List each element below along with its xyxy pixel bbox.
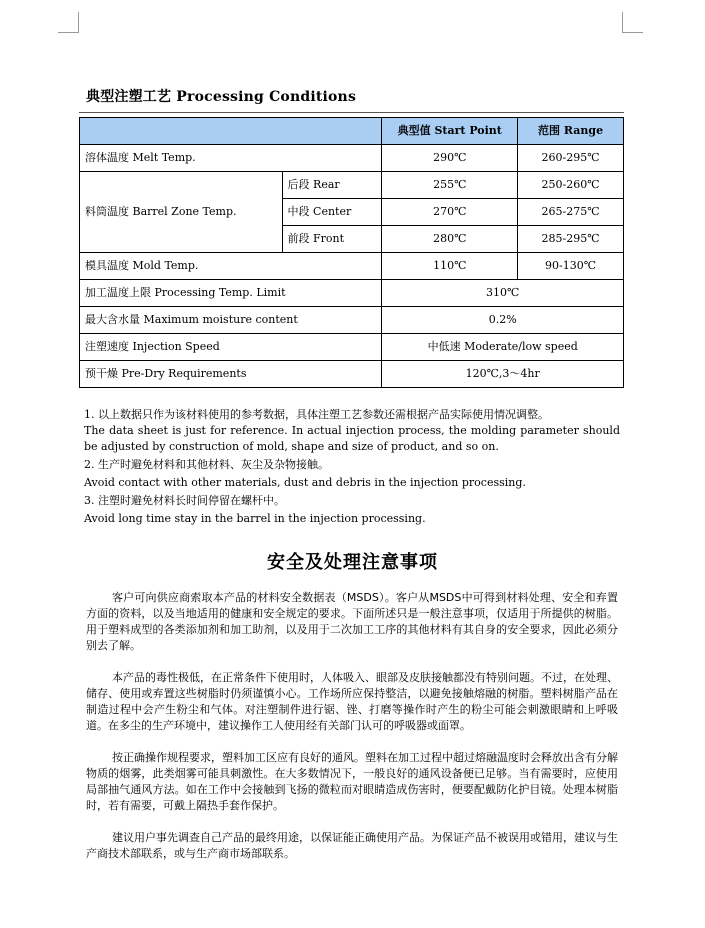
- header-start-point: 典型值 Start Point: [382, 118, 518, 145]
- barrel-rear-range: 250-260℃: [518, 172, 624, 199]
- table-header-row: [80, 118, 624, 145]
- moisture-label: 最大含水量 Maximum moisture content: [80, 307, 382, 334]
- note-1-en: The data sheet is just for reference. In actual injection process, the molding parameter should be adjusted by construction of mold, shape and size of product, and so on.: [84, 424, 620, 453]
- section-title: 典型注塑工艺 Processing Conditions: [86, 89, 357, 105]
- table-row: [80, 172, 624, 199]
- section-rule: [79, 112, 624, 113]
- processing-conditions-table: [79, 117, 624, 388]
- mold-temp-range: 90-130℃: [518, 253, 624, 280]
- predry-label: 预干燥 Pre-Dry Requirements: [80, 361, 382, 388]
- injection-speed-value: 中低速 Moderate/low speed: [382, 334, 624, 361]
- safety-title: 安全及处理注意事项: [267, 552, 438, 573]
- header-range: 范围 Range: [518, 118, 624, 145]
- header-blank-cell: [80, 118, 382, 145]
- predry-value: 120℃,3～4hr: [382, 361, 624, 388]
- barrel-center-label: 中段 Center: [282, 199, 382, 226]
- table-row: [80, 361, 624, 388]
- note-3-cn: 3. 注塑时避免材料长时间停留在螺杆中。: [84, 494, 285, 507]
- crop-mark-top-right: [622, 12, 643, 33]
- temp-limit-value: 310℃: [382, 280, 624, 307]
- table-row: [80, 280, 624, 307]
- barrel-center-start: 270℃: [382, 199, 518, 226]
- barrel-front-range: 285-295℃: [518, 226, 624, 253]
- safety-paragraph-2: 本产品的毒性极低，在正常条件下使用时，人体吸入、眼部及皮肤接触都没有特别问题。不过，在处理、储存、使用或弃置这些树脂时仍须谨慎小心。工作场所应保持整洁，以避免接触熔融的树脂。塑料树脂产品在制造过程中会产生粉尘和气体。对注塑制件进行锯、锉、打磨等操作时产生的粉尘可能会刺激眼睛和上呼吸道。在多尘的生产环境中，建议操作工人使用经有关部门认可的呼吸器或面罩。: [86, 671, 618, 732]
- table-row: [80, 307, 624, 334]
- injection-speed-label: 注塑速度 Injection Speed: [80, 334, 382, 361]
- note-2-cn: 2. 生产时避免材料和其他材料、灰尘及杂物接触。: [84, 458, 329, 471]
- barrel-rear-start: 255℃: [382, 172, 518, 199]
- barrel-front-label: 前段 Front: [282, 226, 382, 253]
- safety-paragraph-1: 客户可向供应商索取本产品的材料安全数据表（MSDS）。客户从MSDS中可得到材料处理、安全和弃置方面的资料，以及当地适用的健康和安全规定的要求。下面所述只是一般注意事项，仅适用于所提供的树脂。用于塑料成型的各类添加剂和加工助剂，以及用于二次加工工序的其他材料有其自身的安全要求，因此必须分别去了解。: [86, 591, 618, 652]
- mold-temp-label: 模具温度 Mold Temp.: [80, 253, 382, 280]
- table-row: [80, 145, 624, 172]
- crop-mark-top-left: [58, 12, 79, 33]
- barrel-temp-label: 料筒温度 Barrel Zone Temp.: [80, 172, 283, 253]
- table-row: [80, 253, 624, 280]
- notes-block: [84, 407, 620, 527]
- safety-paragraph-3: 按正确操作规程要求，塑料加工区应有良好的通风。塑料在加工过程中超过熔融温度时会释放出含有分解物质的烟雾，此类烟雾可能具刺激性。在大多数情况下，一般良好的通风设备便已足够。当有需要时，应使用局部抽气通风方法。如在工作中会接触到飞扬的微粒而对眼睛造成伤害时，便要配戴防化护目镜。处理本树脂时，若有需要，可戴上隔热手套作保护。: [86, 751, 618, 812]
- note-3-en: Avoid long time stay in the barrel in the injection processing.: [84, 512, 426, 525]
- melt-temp-label: 溶体温度 Melt Temp.: [80, 145, 382, 172]
- barrel-front-start: 280℃: [382, 226, 518, 253]
- note-2-en: Avoid contact with other materials, dust and debris in the injection processing.: [84, 476, 526, 489]
- moisture-value: 0.2%: [382, 307, 624, 334]
- note-1-cn: 1. 以上数据只作为该材料使用的参考数据，具体注塑工艺参数还需根据产品实际使用情况调整。: [84, 408, 549, 421]
- melt-temp-start: 290℃: [382, 145, 518, 172]
- barrel-center-range: 265-275℃: [518, 199, 624, 226]
- safety-paragraphs: [86, 590, 618, 878]
- barrel-rear-label: 后段 Rear: [282, 172, 382, 199]
- temp-limit-label: 加工温度上限 Processing Temp. Limit: [80, 280, 382, 307]
- table-row: [80, 334, 624, 361]
- mold-temp-start: 110℃: [382, 253, 518, 280]
- safety-paragraph-4: 建议用户事先调查自己产品的最终用途，以保证能正确使用产品。为保证产品不被误用或错用，建议与生产商技术部联系，或与生产商市场部联系。: [86, 831, 618, 860]
- melt-temp-range: 260-295℃: [518, 145, 624, 172]
